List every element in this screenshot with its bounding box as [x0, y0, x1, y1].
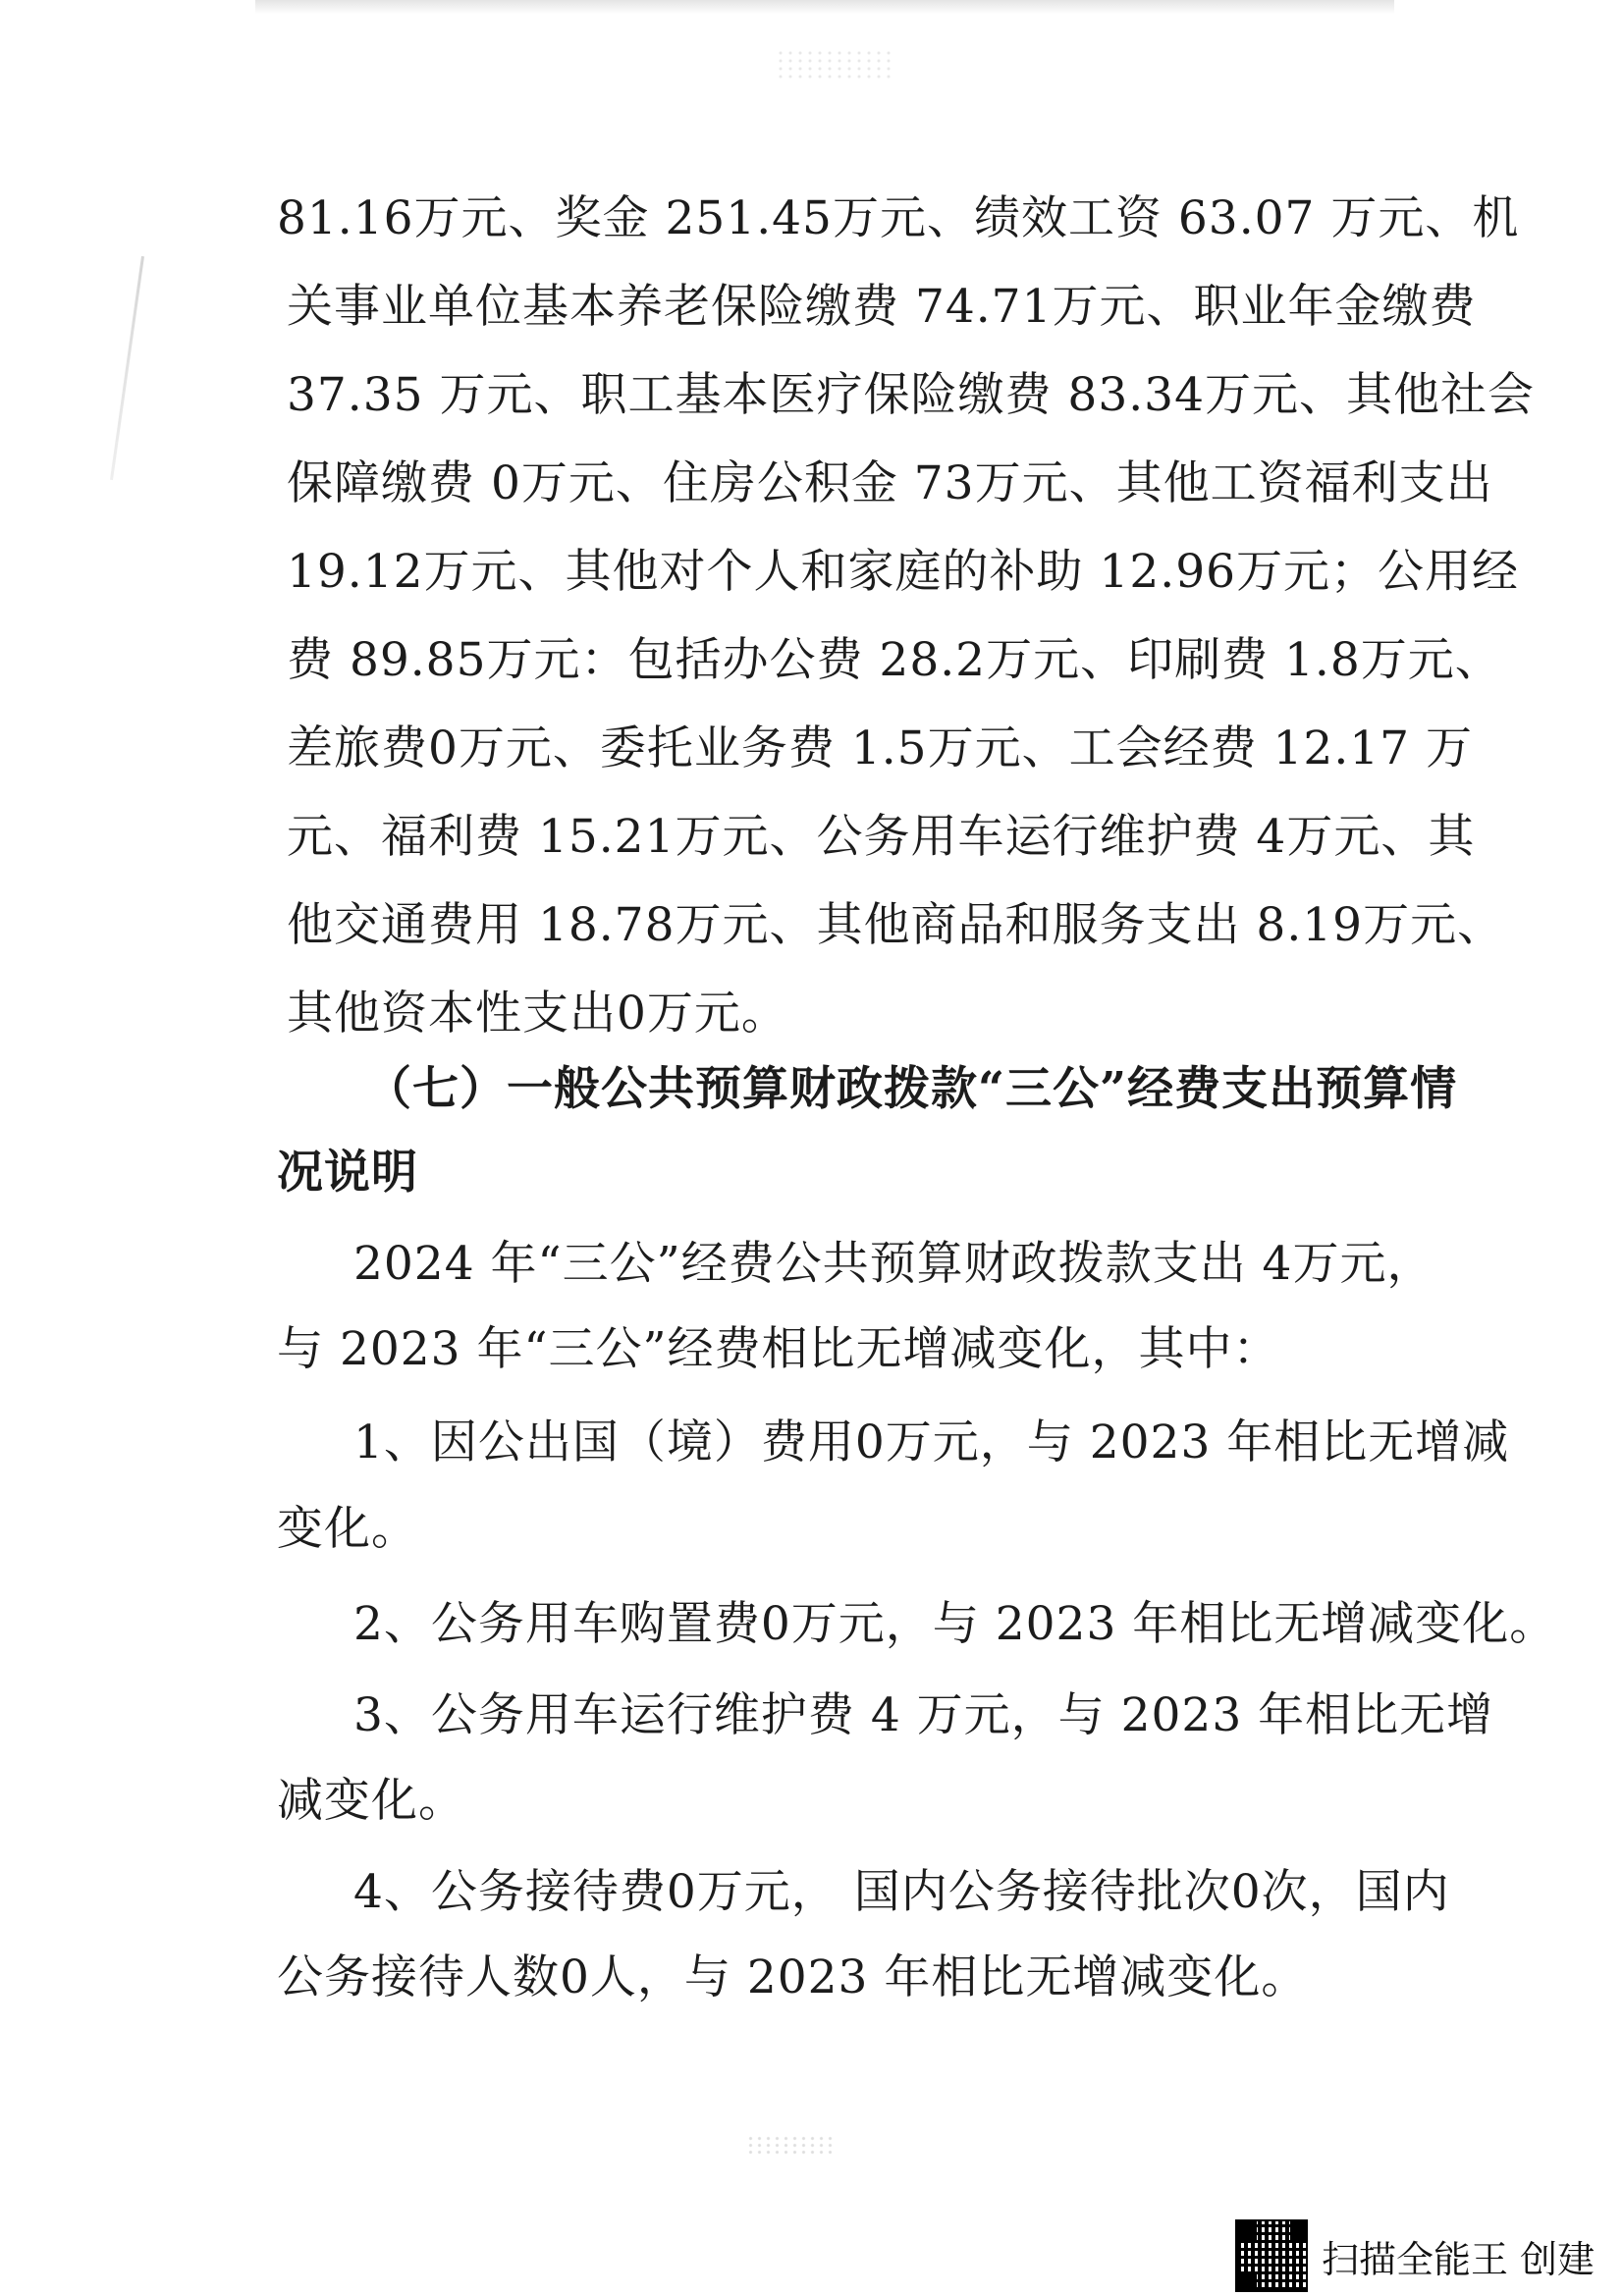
section-heading: （七）一般公共预算财政拨款“三公”经费支出预算情	[365, 1062, 1458, 1116]
text-line: 37.35 万元、职工基本医疗保险缴费 83.34万元、其他社会	[287, 368, 1535, 422]
list-item: 公务接待人数0人，与 2023 年相比无增减变化。	[277, 1950, 1309, 2004]
text-line: 关事业单位基本养老保险缴费 74.71万元、职业年金缴费	[287, 280, 1477, 334]
text-line: 元、福利费 15.21万元、公务用车运行维护费 4万元、其	[287, 810, 1476, 864]
text-line: 19.12万元、其他对个人和家庭的补助 12.96万元；公用经	[287, 545, 1520, 599]
list-item: 3、公务用车运行维护费 4 万元，与 2023 年相比无增	[353, 1688, 1494, 1742]
text-line: 费 89.85万元：包括办公费 28.2万元、印刷费 1.8万元、	[287, 633, 1502, 687]
text-line: 差旅费0万元、委托业务费 1.5万元、工会经费 12.17 万	[287, 721, 1474, 775]
list-item: 4、公务接待费0万元， 国内公务接待批次0次，国内	[353, 1865, 1450, 1919]
scan-line-artifact	[110, 256, 144, 480]
watermark-label: 扫描全能王 创建	[1322, 2237, 1596, 2281]
section-heading: 况说明	[277, 1146, 418, 1200]
scan-noise-bottom	[746, 2135, 835, 2155]
scan-noise-top	[776, 49, 893, 79]
scan-edge-artifact	[255, 0, 1394, 14]
text-line: 其他资本性支出0万元。	[287, 987, 788, 1041]
text-line: 与 2023 年“三公”经费相比无增减变化，其中：	[277, 1322, 1280, 1376]
scanner-watermark	[1235, 2216, 1595, 2295]
qr-code-icon	[1235, 2219, 1308, 2292]
text-line: 他交通费用 18.78万元、其他商品和服务支出 8.19万元、	[287, 898, 1505, 952]
list-item: 1、因公出国（境）费用0万元，与 2023 年相比无增减	[353, 1415, 1510, 1469]
text-line: 81.16万元、奖金 251.45万元、绩效工资 63.07 万元、机	[277, 191, 1520, 245]
text-line: 2024 年“三公”经费公共预算财政拨款支出 4万元，	[353, 1237, 1434, 1291]
list-item: 减变化。	[277, 1774, 465, 1828]
list-item: 变化。	[277, 1502, 418, 1556]
list-item: 2、公务用车购置费0万元，与 2023 年相比无增减变化。	[353, 1597, 1557, 1651]
text-line: 保障缴费 0万元、住房公积金 73万元、其他工资福利支出	[287, 456, 1493, 510]
